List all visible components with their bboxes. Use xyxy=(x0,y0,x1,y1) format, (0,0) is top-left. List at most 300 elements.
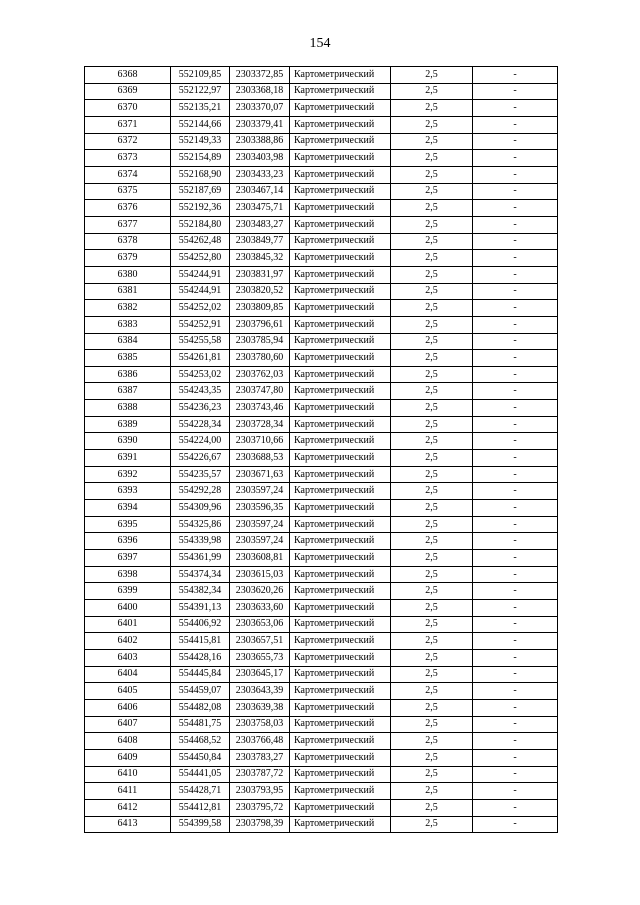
method-cell: Картометрический xyxy=(290,250,391,267)
x-coordinate-cell: 554339,98 xyxy=(171,533,230,550)
x-coordinate-cell: 554243,35 xyxy=(171,383,230,400)
method-cell: Картометрический xyxy=(290,799,391,816)
note-cell: - xyxy=(473,516,558,533)
method-cell: Картометрический xyxy=(290,233,391,250)
point-number-cell: 6373 xyxy=(85,150,171,167)
method-cell: Картометрический xyxy=(290,383,391,400)
table-row xyxy=(85,333,558,350)
y-coordinate-cell: 2303793,95 xyxy=(230,783,290,800)
x-coordinate-cell: 554415,81 xyxy=(171,633,230,650)
y-coordinate-cell: 2303639,38 xyxy=(230,699,290,716)
table-row xyxy=(85,633,558,650)
accuracy-cell: 2,5 xyxy=(391,433,473,450)
accuracy-cell: 2,5 xyxy=(391,366,473,383)
x-coordinate-cell: 554252,02 xyxy=(171,300,230,317)
y-coordinate-cell: 2303831,97 xyxy=(230,266,290,283)
accuracy-cell: 2,5 xyxy=(391,483,473,500)
x-coordinate-cell: 552109,85 xyxy=(171,67,230,84)
accuracy-cell: 2,5 xyxy=(391,166,473,183)
y-coordinate-cell: 2303762,03 xyxy=(230,366,290,383)
method-cell: Картометрический xyxy=(290,366,391,383)
accuracy-cell: 2,5 xyxy=(391,266,473,283)
table-row xyxy=(85,83,558,100)
x-coordinate-cell: 554262,48 xyxy=(171,233,230,250)
method-cell: Картометрический xyxy=(290,466,391,483)
table-row xyxy=(85,133,558,150)
point-number-cell: 6386 xyxy=(85,366,171,383)
note-cell: - xyxy=(473,633,558,650)
x-coordinate-cell: 554450,84 xyxy=(171,749,230,766)
accuracy-cell: 2,5 xyxy=(391,566,473,583)
accuracy-cell: 2,5 xyxy=(391,550,473,567)
point-number-cell: 6383 xyxy=(85,316,171,333)
table-row xyxy=(85,699,558,716)
table-row xyxy=(85,366,558,383)
accuracy-cell: 2,5 xyxy=(391,67,473,84)
y-coordinate-cell: 2303758,03 xyxy=(230,716,290,733)
y-coordinate-cell: 2303845,32 xyxy=(230,250,290,267)
note-cell: - xyxy=(473,683,558,700)
point-number-cell: 6370 xyxy=(85,100,171,117)
y-coordinate-cell: 2303645,17 xyxy=(230,666,290,683)
point-number-cell: 6377 xyxy=(85,216,171,233)
point-number-cell: 6375 xyxy=(85,183,171,200)
table-row xyxy=(85,266,558,283)
point-number-cell: 6412 xyxy=(85,799,171,816)
method-cell: Картометрический xyxy=(290,400,391,417)
accuracy-cell: 2,5 xyxy=(391,616,473,633)
accuracy-cell: 2,5 xyxy=(391,400,473,417)
point-number-cell: 6400 xyxy=(85,600,171,617)
accuracy-cell: 2,5 xyxy=(391,600,473,617)
table-row xyxy=(85,566,558,583)
method-cell: Картометрический xyxy=(290,550,391,567)
point-number-cell: 6382 xyxy=(85,300,171,317)
coordinates-table xyxy=(84,66,558,833)
accuracy-cell: 2,5 xyxy=(391,233,473,250)
table-row xyxy=(85,616,558,633)
y-coordinate-cell: 2303620,26 xyxy=(230,583,290,600)
point-number-cell: 6407 xyxy=(85,716,171,733)
accuracy-cell: 2,5 xyxy=(391,216,473,233)
x-coordinate-cell: 552149,33 xyxy=(171,133,230,150)
table-row xyxy=(85,716,558,733)
table-row xyxy=(85,416,558,433)
y-coordinate-cell: 2303372,85 xyxy=(230,67,290,84)
table-row xyxy=(85,300,558,317)
method-cell: Картометрический xyxy=(290,150,391,167)
point-number-cell: 6404 xyxy=(85,666,171,683)
note-cell: - xyxy=(473,416,558,433)
y-coordinate-cell: 2303809,85 xyxy=(230,300,290,317)
x-coordinate-cell: 554406,92 xyxy=(171,616,230,633)
accuracy-cell: 2,5 xyxy=(391,83,473,100)
y-coordinate-cell: 2303785,94 xyxy=(230,333,290,350)
table-row xyxy=(85,533,558,550)
table-row xyxy=(85,600,558,617)
table-row xyxy=(85,450,558,467)
point-number-cell: 6410 xyxy=(85,766,171,783)
method-cell: Картометрический xyxy=(290,566,391,583)
accuracy-cell: 2,5 xyxy=(391,250,473,267)
accuracy-cell: 2,5 xyxy=(391,716,473,733)
note-cell: - xyxy=(473,216,558,233)
x-coordinate-cell: 554224,00 xyxy=(171,433,230,450)
x-coordinate-cell: 554374,34 xyxy=(171,566,230,583)
accuracy-cell: 2,5 xyxy=(391,333,473,350)
accuracy-cell: 2,5 xyxy=(391,733,473,750)
method-cell: Картометрический xyxy=(290,266,391,283)
accuracy-cell: 2,5 xyxy=(391,699,473,716)
accuracy-cell: 2,5 xyxy=(391,633,473,650)
x-coordinate-cell: 552187,69 xyxy=(171,183,230,200)
y-coordinate-cell: 2303688,53 xyxy=(230,450,290,467)
y-coordinate-cell: 2303780,60 xyxy=(230,350,290,367)
note-cell: - xyxy=(473,166,558,183)
y-coordinate-cell: 2303798,39 xyxy=(230,816,290,833)
y-coordinate-cell: 2303633,60 xyxy=(230,600,290,617)
point-number-cell: 6396 xyxy=(85,533,171,550)
y-coordinate-cell: 2303655,73 xyxy=(230,649,290,666)
table-row xyxy=(85,183,558,200)
point-number-cell: 6388 xyxy=(85,400,171,417)
accuracy-cell: 2,5 xyxy=(391,766,473,783)
note-cell: - xyxy=(473,383,558,400)
y-coordinate-cell: 2303743,46 xyxy=(230,400,290,417)
x-coordinate-cell: 552122,97 xyxy=(171,83,230,100)
point-number-cell: 6368 xyxy=(85,67,171,84)
table-row xyxy=(85,383,558,400)
x-coordinate-cell: 552168,90 xyxy=(171,166,230,183)
accuracy-cell: 2,5 xyxy=(391,183,473,200)
x-coordinate-cell: 554468,52 xyxy=(171,733,230,750)
table-row xyxy=(85,500,558,517)
point-number-cell: 6393 xyxy=(85,483,171,500)
accuracy-cell: 2,5 xyxy=(391,816,473,833)
y-coordinate-cell: 2303671,63 xyxy=(230,466,290,483)
accuracy-cell: 2,5 xyxy=(391,533,473,550)
point-number-cell: 6379 xyxy=(85,250,171,267)
method-cell: Картометрический xyxy=(290,666,391,683)
accuracy-cell: 2,5 xyxy=(391,383,473,400)
accuracy-cell: 2,5 xyxy=(391,116,473,133)
point-number-cell: 6385 xyxy=(85,350,171,367)
note-cell: - xyxy=(473,716,558,733)
y-coordinate-cell: 2303596,35 xyxy=(230,500,290,517)
y-coordinate-cell: 2303820,52 xyxy=(230,283,290,300)
x-coordinate-cell: 554261,81 xyxy=(171,350,230,367)
note-cell: - xyxy=(473,266,558,283)
accuracy-cell: 2,5 xyxy=(391,466,473,483)
point-number-cell: 6378 xyxy=(85,233,171,250)
table-row xyxy=(85,799,558,816)
note-cell: - xyxy=(473,666,558,683)
method-cell: Картометрический xyxy=(290,683,391,700)
y-coordinate-cell: 2303787,72 xyxy=(230,766,290,783)
accuracy-cell: 2,5 xyxy=(391,749,473,766)
x-coordinate-cell: 552135,21 xyxy=(171,100,230,117)
point-number-cell: 6389 xyxy=(85,416,171,433)
method-cell: Картометрический xyxy=(290,616,391,633)
point-number-cell: 6398 xyxy=(85,566,171,583)
x-coordinate-cell: 554481,75 xyxy=(171,716,230,733)
accuracy-cell: 2,5 xyxy=(391,799,473,816)
table-row xyxy=(85,666,558,683)
method-cell: Картометрический xyxy=(290,500,391,517)
accuracy-cell: 2,5 xyxy=(391,416,473,433)
note-cell: - xyxy=(473,500,558,517)
point-number-cell: 6376 xyxy=(85,200,171,217)
point-number-cell: 6409 xyxy=(85,749,171,766)
method-cell: Картометрический xyxy=(290,333,391,350)
note-cell: - xyxy=(473,133,558,150)
x-coordinate-cell: 554252,91 xyxy=(171,316,230,333)
accuracy-cell: 2,5 xyxy=(391,500,473,517)
note-cell: - xyxy=(473,100,558,117)
table-row xyxy=(85,400,558,417)
x-coordinate-cell: 552184,80 xyxy=(171,216,230,233)
x-coordinate-cell: 554428,16 xyxy=(171,649,230,666)
note-cell: - xyxy=(473,300,558,317)
method-cell: Картометрический xyxy=(290,433,391,450)
note-cell: - xyxy=(473,816,558,833)
method-cell: Картометрический xyxy=(290,483,391,500)
note-cell: - xyxy=(473,733,558,750)
note-cell: - xyxy=(473,649,558,666)
accuracy-cell: 2,5 xyxy=(391,133,473,150)
x-coordinate-cell: 552144,66 xyxy=(171,116,230,133)
x-coordinate-cell: 554399,58 xyxy=(171,816,230,833)
y-coordinate-cell: 2303643,39 xyxy=(230,683,290,700)
x-coordinate-cell: 554235,57 xyxy=(171,466,230,483)
note-cell: - xyxy=(473,366,558,383)
table-row xyxy=(85,749,558,766)
method-cell: Картометрический xyxy=(290,583,391,600)
point-number-cell: 6405 xyxy=(85,683,171,700)
x-coordinate-cell: 554382,34 xyxy=(171,583,230,600)
coordinates-table-body xyxy=(85,67,558,833)
note-cell: - xyxy=(473,566,558,583)
y-coordinate-cell: 2303597,24 xyxy=(230,516,290,533)
point-number-cell: 6411 xyxy=(85,783,171,800)
method-cell: Картометрический xyxy=(290,749,391,766)
y-coordinate-cell: 2303849,77 xyxy=(230,233,290,250)
accuracy-cell: 2,5 xyxy=(391,200,473,217)
y-coordinate-cell: 2303370,07 xyxy=(230,100,290,117)
table-row xyxy=(85,116,558,133)
note-cell: - xyxy=(473,749,558,766)
accuracy-cell: 2,5 xyxy=(391,150,473,167)
table-row xyxy=(85,583,558,600)
x-coordinate-cell: 554412,81 xyxy=(171,799,230,816)
method-cell: Картометрический xyxy=(290,216,391,233)
note-cell: - xyxy=(473,533,558,550)
note-cell: - xyxy=(473,233,558,250)
point-number-cell: 6384 xyxy=(85,333,171,350)
method-cell: Картометрический xyxy=(290,300,391,317)
table-row xyxy=(85,100,558,117)
table-row xyxy=(85,150,558,167)
method-cell: Картометрический xyxy=(290,67,391,84)
y-coordinate-cell: 2303467,14 xyxy=(230,183,290,200)
table-row xyxy=(85,483,558,500)
method-cell: Картометрический xyxy=(290,600,391,617)
note-cell: - xyxy=(473,616,558,633)
x-coordinate-cell: 554441,05 xyxy=(171,766,230,783)
y-coordinate-cell: 2303483,27 xyxy=(230,216,290,233)
table-row xyxy=(85,283,558,300)
accuracy-cell: 2,5 xyxy=(391,283,473,300)
table-row xyxy=(85,466,558,483)
table-row xyxy=(85,766,558,783)
method-cell: Картометрический xyxy=(290,116,391,133)
y-coordinate-cell: 2303728,34 xyxy=(230,416,290,433)
note-cell: - xyxy=(473,350,558,367)
table-row xyxy=(85,67,558,84)
x-coordinate-cell: 554428,71 xyxy=(171,783,230,800)
table-row xyxy=(85,216,558,233)
point-number-cell: 6394 xyxy=(85,500,171,517)
method-cell: Картометрический xyxy=(290,649,391,666)
accuracy-cell: 2,5 xyxy=(391,300,473,317)
x-coordinate-cell: 554482,08 xyxy=(171,699,230,716)
method-cell: Картометрический xyxy=(290,816,391,833)
method-cell: Картометрический xyxy=(290,783,391,800)
y-coordinate-cell: 2303710,66 xyxy=(230,433,290,450)
y-coordinate-cell: 2303379,41 xyxy=(230,116,290,133)
table-row xyxy=(85,733,558,750)
y-coordinate-cell: 2303388,86 xyxy=(230,133,290,150)
point-number-cell: 6380 xyxy=(85,266,171,283)
point-number-cell: 6399 xyxy=(85,583,171,600)
x-coordinate-cell: 554244,91 xyxy=(171,266,230,283)
table-row xyxy=(85,250,558,267)
method-cell: Картометрический xyxy=(290,133,391,150)
y-coordinate-cell: 2303766,48 xyxy=(230,733,290,750)
method-cell: Картометрический xyxy=(290,516,391,533)
x-coordinate-cell: 554244,91 xyxy=(171,283,230,300)
table-row xyxy=(85,816,558,833)
table-row xyxy=(85,350,558,367)
x-coordinate-cell: 554226,67 xyxy=(171,450,230,467)
y-coordinate-cell: 2303368,18 xyxy=(230,83,290,100)
y-coordinate-cell: 2303597,24 xyxy=(230,533,290,550)
point-number-cell: 6392 xyxy=(85,466,171,483)
note-cell: - xyxy=(473,316,558,333)
accuracy-cell: 2,5 xyxy=(391,783,473,800)
point-number-cell: 6387 xyxy=(85,383,171,400)
note-cell: - xyxy=(473,67,558,84)
note-cell: - xyxy=(473,83,558,100)
point-number-cell: 6395 xyxy=(85,516,171,533)
y-coordinate-cell: 2303475,71 xyxy=(230,200,290,217)
method-cell: Картометрический xyxy=(290,83,391,100)
note-cell: - xyxy=(473,183,558,200)
method-cell: Картометрический xyxy=(290,733,391,750)
table-row xyxy=(85,783,558,800)
x-coordinate-cell: 554236,23 xyxy=(171,400,230,417)
method-cell: Картометрический xyxy=(290,350,391,367)
table-row xyxy=(85,683,558,700)
note-cell: - xyxy=(473,600,558,617)
table-row xyxy=(85,433,558,450)
y-coordinate-cell: 2303783,27 xyxy=(230,749,290,766)
point-number-cell: 6374 xyxy=(85,166,171,183)
x-coordinate-cell: 554391,13 xyxy=(171,600,230,617)
accuracy-cell: 2,5 xyxy=(391,683,473,700)
y-coordinate-cell: 2303795,72 xyxy=(230,799,290,816)
accuracy-cell: 2,5 xyxy=(391,450,473,467)
method-cell: Картометрический xyxy=(290,450,391,467)
method-cell: Картометрический xyxy=(290,716,391,733)
x-coordinate-cell: 552192,36 xyxy=(171,200,230,217)
accuracy-cell: 2,5 xyxy=(391,100,473,117)
accuracy-cell: 2,5 xyxy=(391,649,473,666)
table-row xyxy=(85,316,558,333)
method-cell: Картометрический xyxy=(290,100,391,117)
accuracy-cell: 2,5 xyxy=(391,350,473,367)
note-cell: - xyxy=(473,283,558,300)
method-cell: Картометрический xyxy=(290,183,391,200)
table-row xyxy=(85,550,558,567)
x-coordinate-cell: 554292,28 xyxy=(171,483,230,500)
point-number-cell: 6397 xyxy=(85,550,171,567)
note-cell: - xyxy=(473,450,558,467)
note-cell: - xyxy=(473,699,558,716)
accuracy-cell: 2,5 xyxy=(391,316,473,333)
method-cell: Картометрический xyxy=(290,533,391,550)
x-coordinate-cell: 554445,84 xyxy=(171,666,230,683)
y-coordinate-cell: 2303615,03 xyxy=(230,566,290,583)
x-coordinate-cell: 554325,86 xyxy=(171,516,230,533)
y-coordinate-cell: 2303796,61 xyxy=(230,316,290,333)
note-cell: - xyxy=(473,550,558,567)
note-cell: - xyxy=(473,433,558,450)
table-row xyxy=(85,166,558,183)
method-cell: Картометрический xyxy=(290,200,391,217)
y-coordinate-cell: 2303597,24 xyxy=(230,483,290,500)
method-cell: Картометрический xyxy=(290,699,391,716)
x-coordinate-cell: 554252,80 xyxy=(171,250,230,267)
x-coordinate-cell: 554228,34 xyxy=(171,416,230,433)
point-number-cell: 6402 xyxy=(85,633,171,650)
note-cell: - xyxy=(473,583,558,600)
note-cell: - xyxy=(473,799,558,816)
note-cell: - xyxy=(473,250,558,267)
method-cell: Картометрический xyxy=(290,633,391,650)
x-coordinate-cell: 554255,58 xyxy=(171,333,230,350)
note-cell: - xyxy=(473,116,558,133)
note-cell: - xyxy=(473,766,558,783)
point-number-cell: 6372 xyxy=(85,133,171,150)
point-number-cell: 6401 xyxy=(85,616,171,633)
method-cell: Картометрический xyxy=(290,766,391,783)
table-row xyxy=(85,516,558,533)
note-cell: - xyxy=(473,466,558,483)
point-number-cell: 6369 xyxy=(85,83,171,100)
accuracy-cell: 2,5 xyxy=(391,583,473,600)
x-coordinate-cell: 552154,89 xyxy=(171,150,230,167)
note-cell: - xyxy=(473,150,558,167)
y-coordinate-cell: 2303657,51 xyxy=(230,633,290,650)
point-number-cell: 6413 xyxy=(85,816,171,833)
y-coordinate-cell: 2303433,23 xyxy=(230,166,290,183)
accuracy-cell: 2,5 xyxy=(391,516,473,533)
method-cell: Картометрический xyxy=(290,416,391,433)
y-coordinate-cell: 2303653,06 xyxy=(230,616,290,633)
y-coordinate-cell: 2303747,80 xyxy=(230,383,290,400)
page-number: 154 xyxy=(309,36,331,51)
